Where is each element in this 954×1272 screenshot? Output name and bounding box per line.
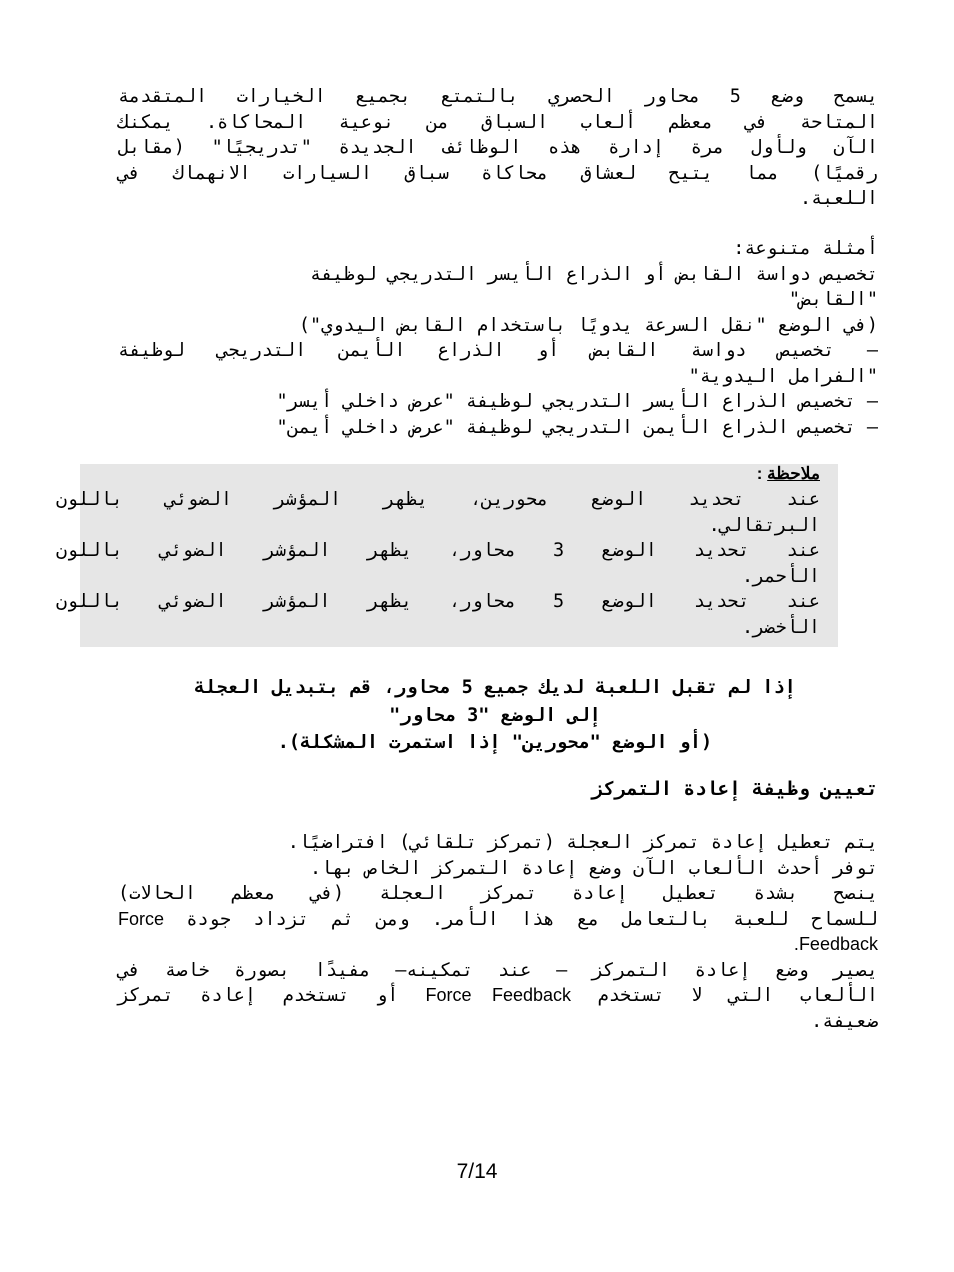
intro-paragraph — [118, 84, 878, 212]
intro-line-5: اللعبة. — [800, 188, 878, 209]
centering-title: تعيين وظيفة إعادة التمركز — [592, 778, 878, 800]
centering-line-1: يتم تعطيل إعادة تمركز العجلة (تمركز تلقائي) افتراضيًا. — [287, 832, 878, 853]
centering-line-7 — [118, 983, 878, 1009]
example-line-2: "القابض" — [788, 289, 878, 310]
note-box — [56, 461, 820, 640]
note-title-colon: : — [756, 464, 768, 483]
example-line-4: – تخصيص دواسة القابض أو الذراع الأيمن التدريجي لوظيفة — [118, 340, 878, 361]
centering-line-3: ينصح بشدة تعطيل إعادة تمركز العجلة (في معظم الحالات) — [118, 883, 878, 904]
centering-line-7-ar2: أو تستخدم إعادة تمركز — [118, 985, 399, 1006]
note-title-text: ملاحظة — [767, 464, 820, 483]
centering-line-8: ضعيفة. — [811, 1010, 878, 1032]
centering-line-7-ar1: الألعاب التي لا تستخدم — [597, 985, 879, 1006]
centering-line-4-ar: للسماح للعبة بالتعامل مع هذا الأمر. ومن ثم تزداد جودة — [186, 908, 879, 930]
example-line-5: "الفرامل اليدوية" — [688, 365, 878, 387]
intro-line-1: يسمح وضع 5 محاور الحصري بالتمتع بجميع الخيارات المتقدمة — [118, 86, 878, 107]
note-line-2: البرتقالي. — [708, 514, 820, 536]
centering-line-2: توفر أحدث الألعاب الآن وضع إعادة التمركز الخاص بها. — [309, 857, 878, 879]
examples-section — [118, 236, 878, 440]
note-line-6: الأخضر. — [742, 616, 820, 638]
intro-line-4: رقميًا) مما يتيح لعشاق محاكاة سباق السيارات الانهماك في — [118, 162, 878, 184]
warning-line-2: إلى الوضع "3 محاور" — [389, 704, 601, 726]
note-line-3: عند تحديد الوضع 3 محاور، يظهر المؤشر الضوئي باللون — [56, 540, 820, 561]
centering-line-5-en: Feedback — [798, 934, 878, 954]
centering-line-5-dot: . — [793, 934, 799, 954]
intro-line-3: الآن ولأول مرة إدارة هذه الوظائف الجديدة "تدريجيًا" (مقابل — [118, 137, 878, 158]
note-line-4: الأحمر. — [742, 565, 820, 587]
example-line-6: – تخصيص الذراع الأيسر التدريجي لوظيفة "عرض داخلي أيسر" — [276, 391, 878, 412]
warning-line-3: (أو الوضع "محورين" إذا استمرت المشكلة). — [277, 732, 713, 753]
centering-line-5 — [118, 932, 878, 958]
note-line-1: عند تحديد الوضع محورين، يظهر المؤشر الضوئي باللون — [56, 489, 820, 510]
centering-line-4 — [118, 907, 878, 933]
page-number: 7/14 — [456, 1160, 498, 1183]
examples-heading: أمثلة متنوعة: — [733, 238, 878, 259]
centering-line-6: يصير وضع إعادة التمركز – عند تمكينه– مفيدًا بصورة خاصة في — [118, 959, 878, 981]
example-line-7: – تخصيص الذراع الأيمن التدريجي لوظيفة "عرض داخلي أيمن" — [276, 416, 878, 438]
centering-paragraph — [118, 830, 878, 1034]
centering-line-4-en: Force — [118, 908, 165, 929]
example-line-1: تخصيص دواسة القابض أو الذراع الأيسر التدريجي لوظيفة — [309, 263, 878, 285]
note-title — [56, 461, 820, 487]
centering-section-title — [118, 777, 878, 803]
note-line-5: عند تحديد الوضع 5 محاور، يظهر المؤشر الضوئي باللون — [56, 591, 820, 612]
intro-line-2: المتاحة في معظم ألعاب السباق من نوعية المحاكاة. يمكنك — [118, 111, 878, 133]
centering-line-7-en: Force Feedback — [425, 985, 572, 1005]
example-line-3: (في الوضع "نقل السرعة يدويًا باستخدام القابض اليدوي") — [298, 314, 878, 336]
warning-line-1: إذا لم تقبل اللعبة لديك جميع 5 محاور، قم بتبديل العجلة — [194, 677, 796, 698]
compatibility-warning — [100, 674, 890, 757]
